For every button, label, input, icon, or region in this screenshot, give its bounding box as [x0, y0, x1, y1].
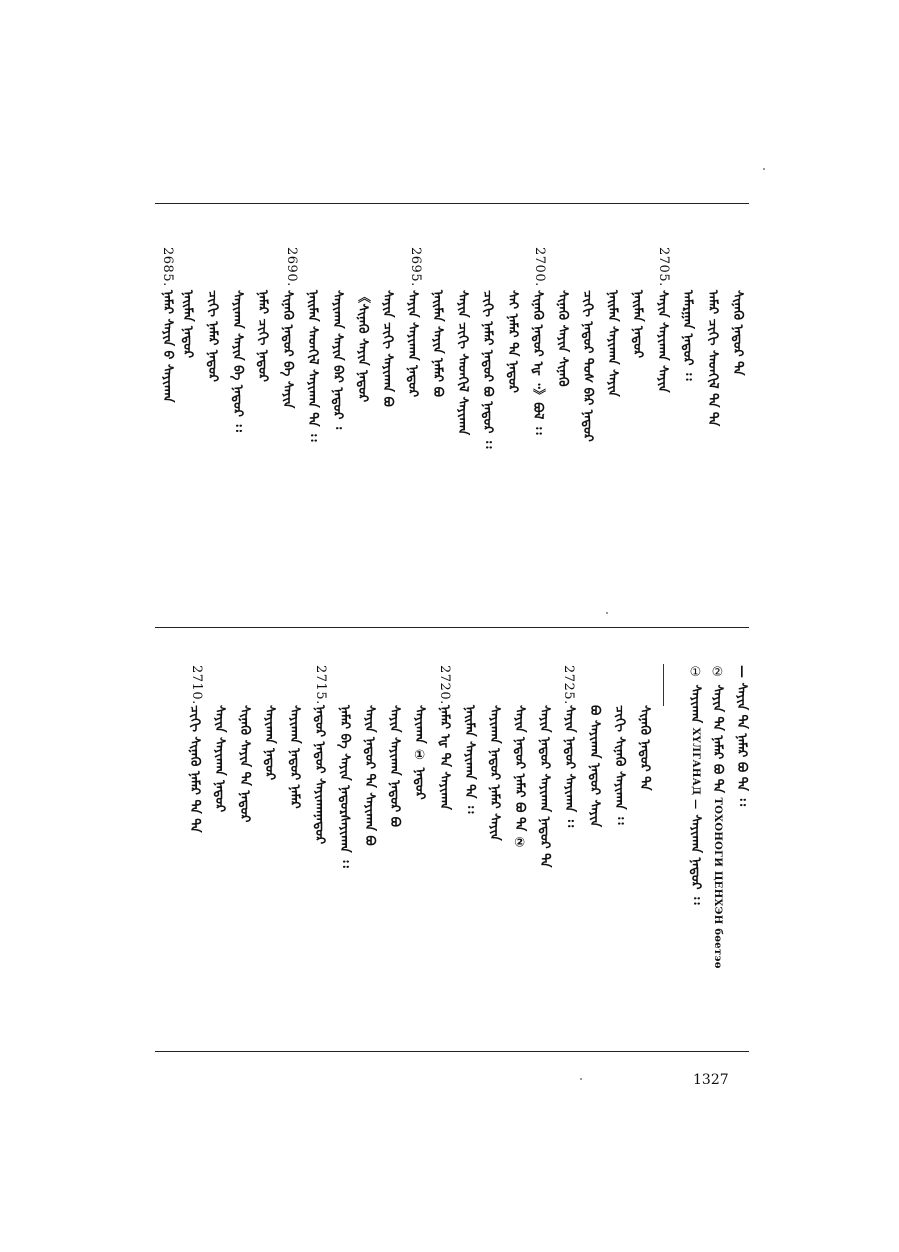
text-line: ᠰᠠᠶᠢᠨ ᠨᠠᠳᠤᠷ ᠨᠠᠮᠠᠷ ᠪᠣ ᠲᠡ ②: [512, 705, 527, 851]
footnote-cyrillic: ТОХОНОГИ ЦЕНХЭН бөетэө: [712, 797, 723, 969]
scan-speck: [606, 612, 608, 614]
text-line: ᠨᠠᠳᠤᠷ ᠨᠠᠳᠤᠷ ᠰᠠᠶᠢᠬᠠᠨᠨᠠᠳᠤᠷ: [312, 705, 327, 845]
text-line: ᠨᠠᠢᠮᠠᠨ ᠰᠠᠶᠢᠬᠠᠨ ᠲᠡ ᠄᠄: [462, 705, 477, 814]
text-line: ᠠᠮᠠᠷᠭᠠᠨ ᠨᠠᠳᠤᠷ ᠄᠄: [680, 290, 695, 381]
text-line: ᠰᠠᠶᠢᠨ ᠴᠢᠭᠢ ᠰᠡᠳᠬᠢᠯ ᠰᠠᠶᠢᠬᠠᠨ: [455, 290, 470, 436]
text-line: ᠴᠢᠭᠢ ᠰᠢᠨᠡᠬᠦ ᠰᠠᠶᠢᠬᠠᠨ ᠄᠄: [612, 705, 627, 825]
scan-speck: [763, 168, 765, 170]
text-line: ᠰᠠᠶᠢᠨ ᠰᠠᠶᠢᠬᠠᠨ ᠨᠠᠳᠤᠷ: [405, 290, 420, 398]
text-line: ᠰᠢᠨᠡᠬᠦ ᠰᠠᠶᠢᠨ ᠰᠢᠨᠡᠬᠦ: [555, 290, 570, 387]
text-line: ᠪᠣ ᠰᠠᠶᠢᠬᠠᠨ ᠨᠠᠳᠤᠷ ᠰᠠᠶᠢᠨ: [587, 705, 602, 827]
text-line: ᠨᠠᠮᠠᠷ ᠾ ᠲᠡ ᠰᠠᠶᠢᠬᠠᠨ: [437, 705, 452, 810]
text-line: ᠨᠠᠮᠠᠷ ᠪᠠ ᠰᠠᠶᠢᠨ ᠨᠠᠳᠤᠷᠰᠠᠶᠢᠬᠠᠨ ᠄᠄: [337, 705, 352, 868]
line-number: 2685.: [160, 247, 175, 287]
text-line: ᠨᠠᠢᠮᠠᠨ ᠰᠠᠶᠢᠬᠠᠨ ᠰᠠᠶᠢᠨ: [605, 290, 620, 397]
text-line: ᠠᠮᠠᠷ ᠴᠢᠭᠢ ᠰᠡᠳᠬᠢᠯ ᠲᠡ ᠲᠡ: [705, 290, 720, 427]
line-number: 2705.: [656, 247, 671, 287]
text-line: ᠰᠠᠶᠢᠬᠠᠨ ① ᠨᠠᠳᠤᠷ: [412, 705, 427, 800]
scan-speck: [580, 1078, 582, 1080]
footnote-marker: ①: [688, 665, 703, 680]
line-number: 2690.: [284, 247, 299, 287]
text-line: ᠨᠠᠢᠮᠠᠨ ᠨᠠᠳᠤᠷ: [630, 290, 645, 359]
line-number: 2715.: [313, 665, 328, 705]
text-line: ᠴᠢᠭᠢ ᠨᠠᠮᠠᠷ ᠨᠠᠳᠤᠷ ᠪᠣ ᠨᠠᠳᠤᠷ ᠄᠄: [480, 290, 495, 449]
footnote-1: [684, 665, 707, 905]
text-line: ᠴᠢᠭᠢ ᠨᠠᠮᠠᠷ ᠨᠠᠳᠤᠷ: [205, 290, 220, 382]
text-line: ᠨᠠᠢᠮᠠᠨ ᠰᠠᠶᠢᠨ ᠨᠠᠮᠠᠷ ᠪᠣ: [430, 290, 445, 397]
text-line: ᠰᠢᠨᠡᠬᠦ ᠨᠠᠳᠤᠷ ᠲᠡ: [637, 705, 652, 791]
text-line: ᠰᠠᠶᠢᠨ ᠰᠠᠶᠢᠬᠠᠨ ᠰᠠᠶᠢᠨ: [655, 290, 670, 393]
text-line: ᠴᠢᠭᠢ ᠨᠠᠳᠤᠷ ᠲᠤᠰ ᠪᠡᠷ ᠨᠠᠳᠤᠷ: [580, 290, 595, 442]
text-line: ᠰᠠᠶᠢᠨ ᠴᠢᠭᠢ ᠰᠠᠶᠢᠬᠠᠨ ᠪᠣ: [380, 290, 395, 407]
text-line: ᠰᠠᠶᠢᠬᠠᠨ ᠨᠠᠳᠤᠷ: [262, 705, 277, 781]
text-line: ᠰᠠᠶᠢᠨ ᠨᠠᠳᠤᠷ ᠰᠠᠶᠢᠬᠠᠨ ᠨᠠᠳᠤᠷ ᠲᠡ: [537, 705, 552, 868]
text-line: ᠴᠢᠭᠢ ᠰᠢᠨᠡᠬᠦ ᠨᠠᠮᠠᠷ ᠲᠡ ᠲᠡ: [187, 705, 202, 833]
middle-rule: [155, 627, 749, 628]
text-line: ᠨᠠᠮᠠᠷ ᠰᠠᠶᠢᠨ ᠪ ᠰᠠᠶᠢᠬᠠᠨ: [160, 290, 175, 403]
footnote-separator: [663, 664, 664, 706]
text-line: 《ᠰᠢᠨᠡᠬᠦ ᠰᠠᠶᠢᠨ ᠨᠠᠳᠤᠷ: [355, 290, 370, 403]
line-number: 2695.: [408, 247, 423, 287]
text-line: ᠨᠠᠢᠮᠠᠨ ᠨᠠᠳᠤᠷ: [180, 290, 195, 359]
bottom-rule: [155, 1051, 749, 1052]
footnote-marker: ②: [710, 665, 725, 680]
page-number: 1327: [693, 1072, 729, 1088]
text-line: ᠰᠠᠶᠢᠨ ᠨᠠᠳᠤᠷ ᠲᠡ ᠰᠠᠶᠢᠬᠠᠨ ᠪᠣ: [362, 705, 377, 846]
text-line: ᠰᠢᠨᠡᠬᠦ ᠨᠠᠳᠤᠷ ᠾ ᠃》ᠪᠣᠯ ᠄᠄: [530, 290, 545, 435]
footnote-2: [706, 665, 729, 969]
text-line: ᠰᠢᠨᠡᠬᠦ ᠨᠠᠳᠤᠷ ᠲᠡ: [730, 290, 745, 376]
line-number: 2710.: [189, 665, 204, 705]
text-line: ᠰᠢᠨᠡᠬᠦ ᠰᠠᠶᠢᠨ ᠲᠡ ᠨᠠᠳᠤᠷ: [237, 705, 252, 823]
text-line: ᠰᠠᠶ ᠨᠠᠮᠠᠷ ᠲᠡ ᠨᠠᠳᠤᠷ: [505, 290, 520, 393]
text-line: ᠰᠠᠶᠢᠬᠠᠨ ᠰᠠᠶᠢᠨ ᠪᠡᠷ ᠨᠠᠳᠤᠷ ᠄: [330, 290, 345, 430]
text-line: ᠰᠠᠶᠢᠬᠠᠨ ᠨᠠᠳᠤᠷ ᠨᠠᠮᠠᠷ ᠰᠠᠶᠢᠨ: [487, 705, 502, 841]
footnote-lead-line: — ᠰᠠᠶᠢᠨ ᠲᠡ ᠨᠠᠮᠠᠷ ᠪᠣ ᠲᠡ ᠄᠄: [734, 665, 749, 807]
text-line: ᠨᠠᠢᠮᠠᠨ ᠰᠡᠳᠬᠢᠯ ᠰᠠᠶᠢᠬᠠᠨ ᠲᠡ ᠄᠄: [305, 290, 320, 442]
text-line: ᠰᠠᠶᠢᠨ ᠰᠠᠶᠢᠬᠠᠨ ᠨᠠᠳᠤᠷ: [212, 705, 227, 813]
text-line: ᠨᠠᠮᠠᠷ ᠴᠢᠭᠢ ᠨᠠᠳᠤᠷ: [255, 290, 270, 382]
text-line: ᠰᠠᠶᠢᠬᠠᠨ ᠰᠠᠶᠢᠨ ᠪᠠ ᠨᠠᠳᠤᠷ ᠄᠄: [230, 290, 245, 432]
footnote-tail: ᠰᠠᠶᠢᠬᠠᠨ ᠨᠠᠳᠤᠷ ᠄᠄: [688, 814, 703, 905]
text-line: ᠰᠢᠨᠡᠬᠦ ᠨᠠᠳᠤᠷ ᠪᠠ ᠰᠠᠶᠢᠨ: [280, 290, 295, 409]
line-number: 2720.: [437, 665, 452, 705]
line-number: 2700.: [532, 247, 547, 287]
footnote-cyrillic: ХҮЛГАНАД —: [690, 727, 701, 810]
text-line: ᠰᠠᠶᠢᠨ ᠨᠠᠳᠤᠷ ᠰᠠᠶᠢᠬᠠᠨ ᠄᠄: [562, 705, 577, 828]
footnote-text: ᠰᠠᠶᠢᠨ ᠲᠡ ᠨᠠᠮᠠᠷ ᠪᠣ ᠲᠡ: [710, 684, 725, 793]
top-rule: [155, 203, 749, 204]
text-line: ᠰᠠᠶᠢᠬᠠᠨ ᠨᠠᠳᠤᠷ ᠨᠠᠮᠠᠷ: [287, 705, 302, 809]
line-number: 2725.: [561, 665, 576, 705]
footnote-text: ᠰᠠᠶᠢᠬᠠᠨ: [688, 684, 703, 724]
text-line: ᠰᠠᠶᠢᠨ ᠰᠠᠶᠢᠬᠠᠨ ᠨᠠᠳᠤᠷ ᠪᠣ: [387, 705, 402, 827]
